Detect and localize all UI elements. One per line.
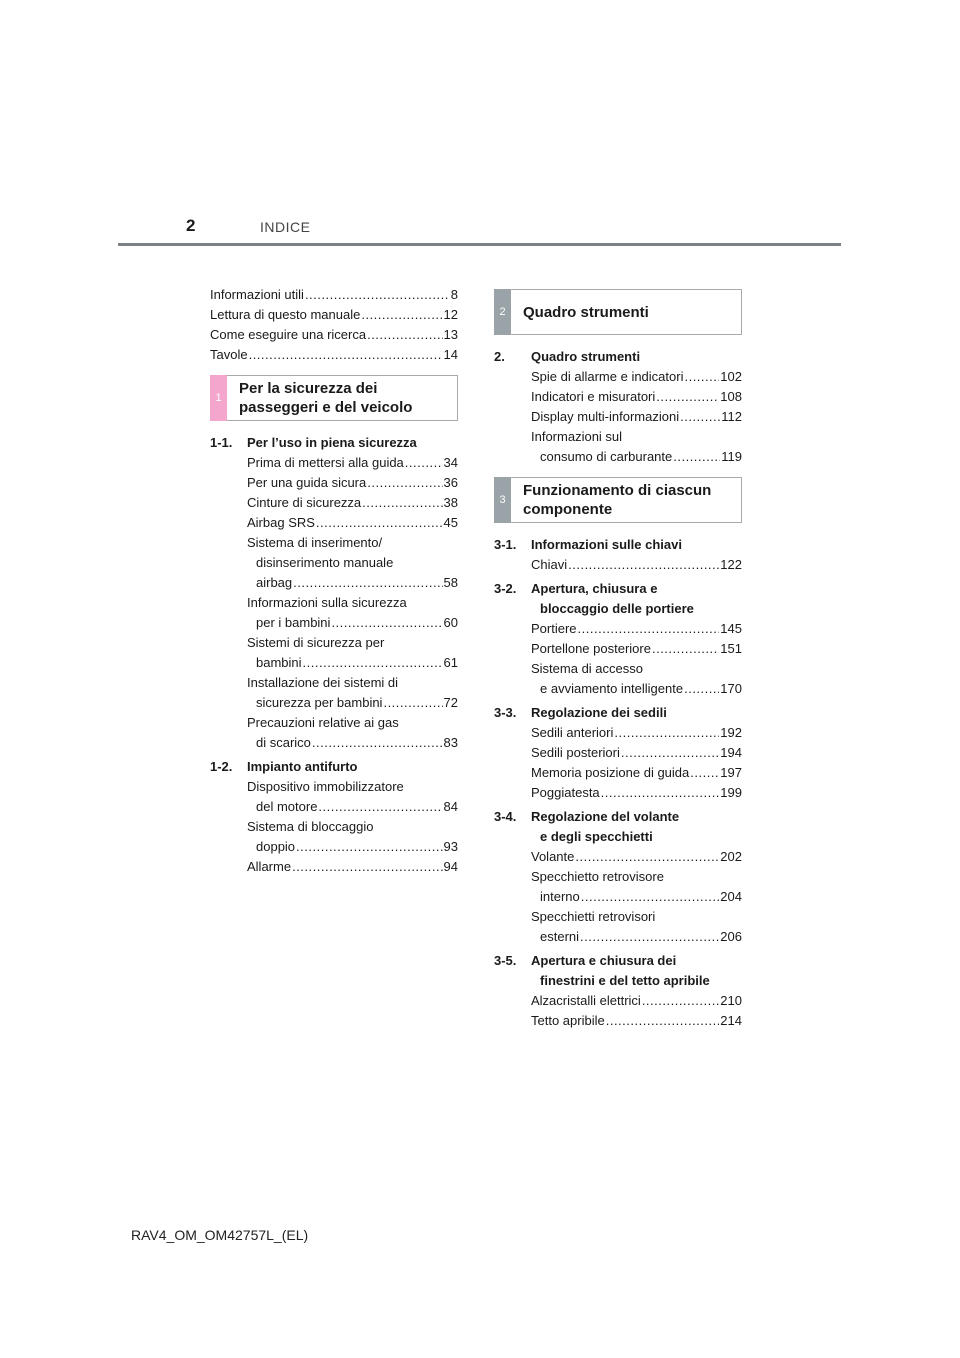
toc-entry[interactable]: Airbag SRS ..... 45	[247, 513, 458, 533]
toc-entry[interactable]: Cinture di sicurezza ..... 38	[247, 493, 458, 513]
toc-entry[interactable]: Come eseguire una ricerca ..... 13	[210, 325, 458, 345]
section-tab-3: 3	[494, 477, 511, 523]
footer-code: RAV4_OM_OM42757L_(EL)	[131, 1227, 309, 1243]
toc-entry[interactable]: Chiavi ..... 122	[531, 555, 742, 575]
subsection-3-1: 3-1. Informazioni sulle chiavi	[494, 537, 682, 552]
subsection-2: 2. Quadro strumenti	[494, 349, 641, 364]
toc-entry[interactable]: Prima di mettersi alla guida ..... 34	[247, 453, 458, 473]
toc-entry[interactable]: Precauzioni relative ai gas di scarico ..... 83	[247, 713, 458, 753]
subsection-1-2: 1-2. Impianto antifurto	[210, 759, 358, 774]
toc-left-column	[210, 285, 458, 877]
toc-entry[interactable]: Memoria posizione di guida ..... 197	[531, 763, 742, 783]
toc-entry[interactable]: Tetto apribile ..... 214	[531, 1011, 742, 1031]
section-title-1: Per la sicurezza dei passeggeri e del veicolo	[239, 380, 413, 416]
section-tab-1: 1	[210, 375, 227, 421]
page-number: 2	[186, 216, 196, 235]
toc-entry[interactable]: Indicatori e misuratori ..... 108	[531, 387, 742, 407]
section-tab-2: 2	[494, 289, 511, 335]
toc-entry[interactable]: Display multi-informazioni ..... 112	[531, 407, 742, 427]
toc-entry[interactable]: Portellone posteriore ..... 151	[531, 639, 742, 659]
toc-entry[interactable]: Tavole ..... 14	[210, 345, 458, 365]
intro-list	[210, 285, 458, 365]
subsection-3-3: 3-3. Regolazione dei sedili	[494, 705, 667, 720]
toc-entry[interactable]: Volante ..... 202	[531, 847, 742, 867]
toc-entry[interactable]: Sistemi di sicurezza per bambini ..... 61	[247, 633, 458, 673]
toc-entry[interactable]: Portiere ..... 145	[531, 619, 742, 639]
section-header-3[interactable]	[494, 477, 742, 523]
toc-entry[interactable]: Specchietti retrovisori esterni ..... 206	[531, 907, 742, 947]
toc-entry[interactable]: Sedili anteriori ..... 192	[531, 723, 742, 743]
section-title-3: Funzionamento di ciascun componente	[523, 482, 712, 518]
subsection-3-4: 3-4. Regolazione del volante e degli specchietti	[494, 809, 680, 844]
toc-entry[interactable]: Lettura di questo manuale ..... 12	[210, 305, 458, 325]
toc-entry[interactable]: Sistema di bloccaggio doppio ..... 93	[247, 817, 458, 857]
toc-entry[interactable]: Allarme ..... 94	[247, 857, 458, 877]
section-header-2[interactable]	[494, 289, 742, 335]
toc-entry[interactable]: Specchietto retrovisore interno ..... 204	[531, 867, 742, 907]
subsection-1-1: 1-1. Per l’uso in piena sicurezza	[210, 435, 417, 450]
toc-entry[interactable]: Per una guida sicura ..... 36	[247, 473, 458, 493]
section-title-2: Quadro strumenti	[523, 303, 649, 321]
toc-entry[interactable]: Dispositivo immobilizzatore del motore ..... 84	[247, 777, 458, 817]
toc-right-column	[494, 289, 742, 1031]
toc-entry[interactable]: Sedili posteriori ..... 194	[531, 743, 742, 763]
toc-entry[interactable]: Sistema di accesso e avviamento intelligente ..... 170	[531, 659, 742, 699]
toc-entry[interactable]: Informazioni sulla sicurezza per i bambini ..... 60	[247, 593, 458, 633]
toc-entry[interactable]: Sistema di inserimento/ disinserimento manuale airbag ..... 58	[247, 533, 458, 593]
toc-entry[interactable]: Informazioni utili ..... 8	[210, 285, 458, 305]
header-rule	[118, 243, 841, 246]
toc-entry[interactable]: Informazioni sul consumo di carburante ..... 119	[531, 427, 742, 467]
header-title: INDICE	[260, 219, 311, 235]
toc-entry[interactable]: Spie di allarme e indicatori ..... 102	[531, 367, 742, 387]
toc-entry[interactable]: Poggiatesta ..... 199	[531, 783, 742, 803]
toc-entry[interactable]: Alzacristalli elettrici ..... 210	[531, 991, 742, 1011]
subsection-3-5: 3-5. Apertura e chiusura dei finestrini e del tetto apribile	[494, 953, 710, 988]
section-header-1[interactable]	[210, 375, 458, 421]
toc-entry[interactable]: Installazione dei sistemi di sicurezza per bambini ..... 72	[247, 673, 458, 713]
subsection-3-2: 3-2. Apertura, chiusura e bloccaggio delle portiere	[494, 581, 694, 616]
